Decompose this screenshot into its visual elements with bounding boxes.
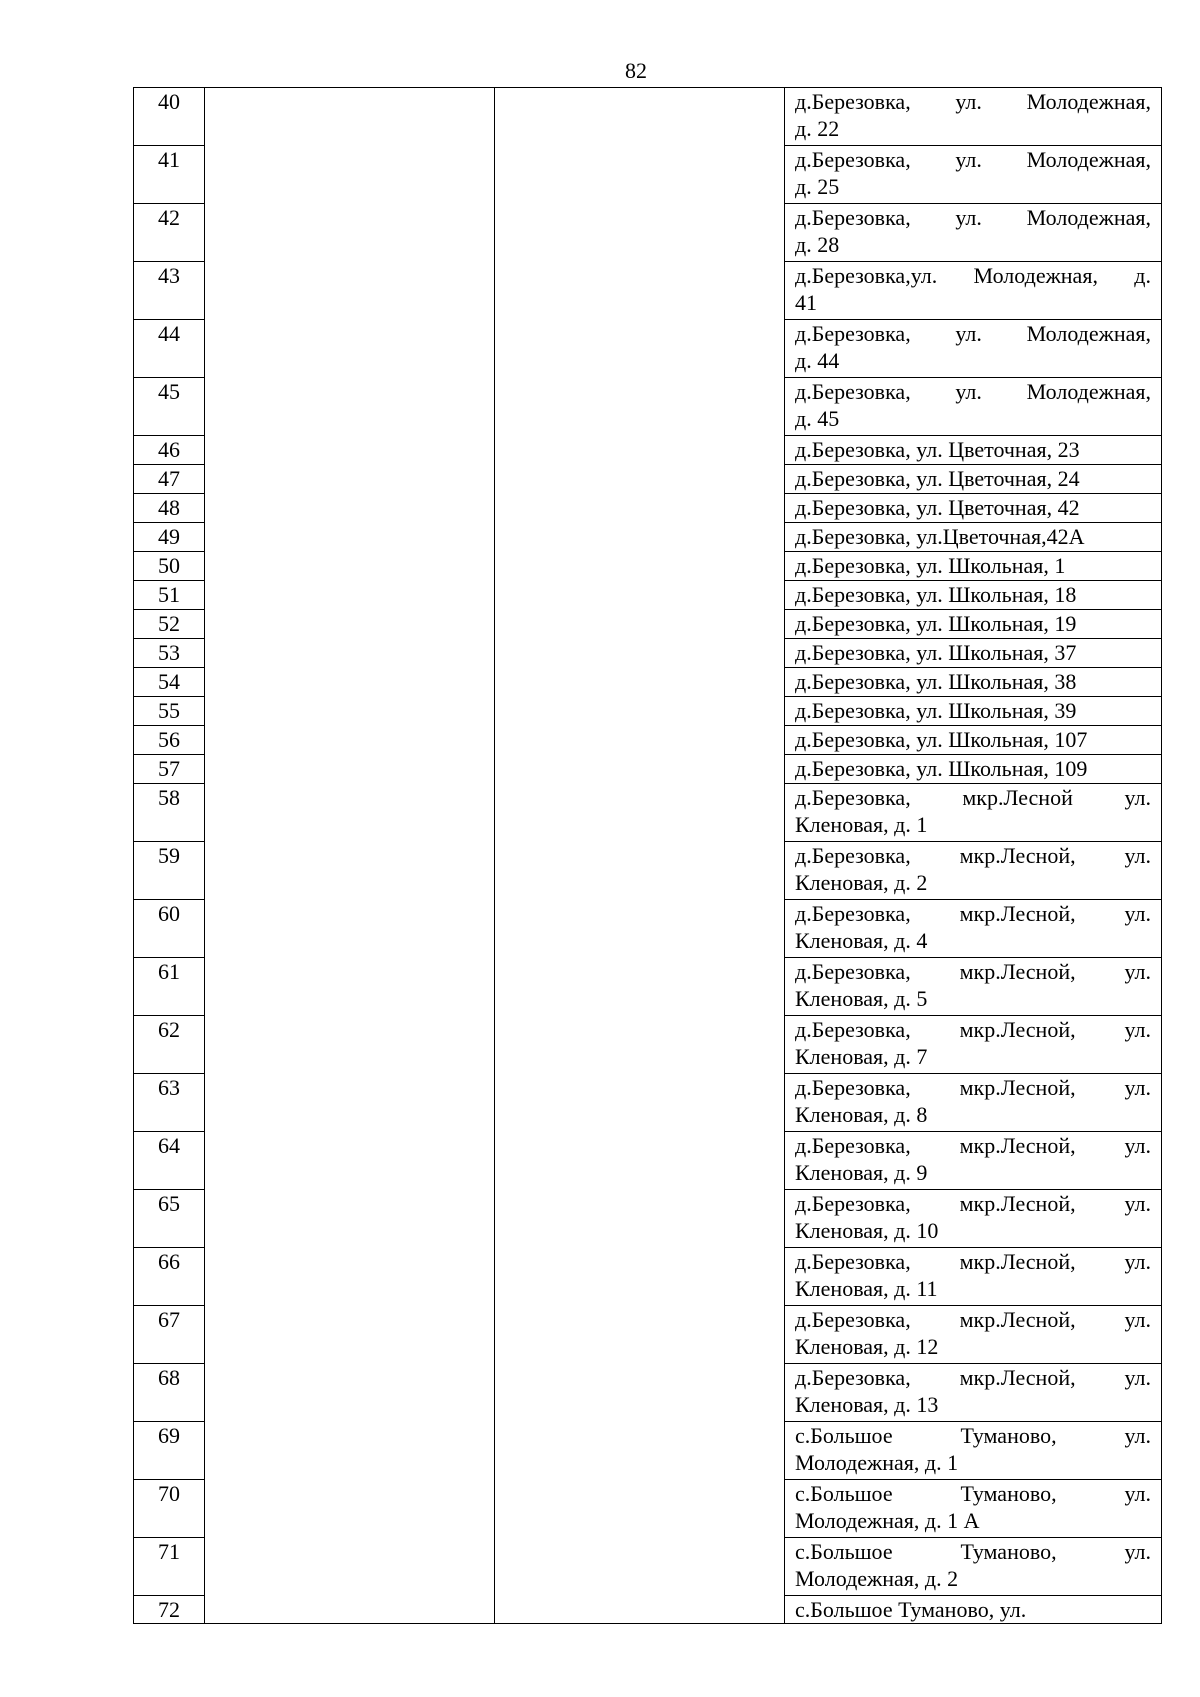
row-number-cell: 69 bbox=[134, 1422, 205, 1480]
row-number-cell: 50 bbox=[134, 552, 205, 581]
row-number-cell: 49 bbox=[134, 523, 205, 552]
address-cell bbox=[785, 639, 1162, 668]
row-number-cell: 64 bbox=[134, 1132, 205, 1190]
address-cell bbox=[785, 204, 1162, 262]
address-line-1: д.Березовка, ул. Школьная, 37 bbox=[795, 640, 1077, 665]
address-cell bbox=[785, 1306, 1162, 1364]
address-table bbox=[133, 87, 1162, 1624]
address-line-1: с.Большое Туманово, ул. bbox=[795, 1481, 1151, 1506]
address-line-1: д.Березовка,ул. Молодежная, д. bbox=[795, 263, 1151, 288]
address-cell bbox=[785, 1596, 1162, 1624]
address-line-1: с.Большое Туманово, ул. bbox=[795, 1423, 1151, 1448]
address-cell bbox=[785, 465, 1162, 494]
row-number-cell: 45 bbox=[134, 378, 205, 436]
address-cell bbox=[785, 88, 1162, 146]
address-line-2: Кленовая, д. 13 bbox=[795, 1392, 939, 1417]
address-line-1: д.Березовка, ул. Цветочная, 42 bbox=[795, 495, 1080, 520]
address-line-1: с.Большое Туманово, ул. bbox=[795, 1597, 1027, 1622]
address-cell bbox=[785, 755, 1162, 784]
address-line-2: д. 45 bbox=[795, 406, 840, 431]
address-cell bbox=[785, 262, 1162, 320]
address-line-1: д.Березовка, мкр.Лесной, ул. bbox=[795, 1307, 1151, 1332]
row-number-cell: 70 bbox=[134, 1480, 205, 1538]
row-number-cell: 53 bbox=[134, 639, 205, 668]
row-number-cell: 54 bbox=[134, 668, 205, 697]
address-cell bbox=[785, 1480, 1162, 1538]
row-number-cell: 46 bbox=[134, 436, 205, 465]
row-number-cell: 48 bbox=[134, 494, 205, 523]
address-line-1: д.Березовка, ул. Цветочная, 24 bbox=[795, 466, 1080, 491]
address-cell bbox=[785, 1422, 1162, 1480]
address-line-1: д.Березовка, мкр.Лесной, ул. bbox=[795, 901, 1151, 926]
address-cell bbox=[785, 1364, 1162, 1422]
row-number-cell: 67 bbox=[134, 1306, 205, 1364]
address-cell bbox=[785, 378, 1162, 436]
row-number-cell: 47 bbox=[134, 465, 205, 494]
address-line-2: Кленовая, д. 11 bbox=[795, 1276, 938, 1301]
address-line-2: 41 bbox=[795, 290, 817, 315]
address-line-1: д.Березовка, ул. Школьная, 107 bbox=[795, 727, 1088, 752]
row-number-cell: 71 bbox=[134, 1538, 205, 1596]
address-line-2: Кленовая, д. 9 bbox=[795, 1160, 928, 1185]
row-number-cell: 43 bbox=[134, 262, 205, 320]
address-line-2: Молодежная, д. 2 bbox=[795, 1566, 959, 1591]
address-line-2: д. 25 bbox=[795, 174, 840, 199]
address-line-1: д.Березовка, мкр.Лесной, ул. bbox=[795, 1133, 1151, 1158]
address-cell bbox=[785, 842, 1162, 900]
address-line-2: Молодежная, д. 1 bbox=[795, 1450, 959, 1475]
row-number-cell: 60 bbox=[134, 900, 205, 958]
address-cell bbox=[785, 1074, 1162, 1132]
row-number-cell: 68 bbox=[134, 1364, 205, 1422]
address-line-2: д. 28 bbox=[795, 232, 840, 257]
address-line-1: д.Березовка, ул. Школьная, 38 bbox=[795, 669, 1077, 694]
row-number-cell: 59 bbox=[134, 842, 205, 900]
address-cell bbox=[785, 958, 1162, 1016]
row-number-cell: 72 bbox=[134, 1596, 205, 1624]
row-number-cell: 57 bbox=[134, 755, 205, 784]
address-cell bbox=[785, 523, 1162, 552]
row-number-cell: 58 bbox=[134, 784, 205, 842]
address-cell bbox=[785, 494, 1162, 523]
address-cell bbox=[785, 668, 1162, 697]
address-line-1: д.Березовка, ул.Цветочная,42А bbox=[795, 524, 1085, 549]
address-cell bbox=[785, 320, 1162, 378]
row-number-cell: 42 bbox=[134, 204, 205, 262]
address-line-1: д.Березовка, мкр.Лесной ул. bbox=[795, 785, 1151, 810]
address-line-1: д.Березовка, ул. Молодежная, bbox=[795, 321, 1151, 346]
address-line-1: д.Березовка, ул. Молодежная, bbox=[795, 379, 1151, 404]
address-line-2: д. 22 bbox=[795, 116, 840, 141]
address-cell bbox=[785, 146, 1162, 204]
address-cell bbox=[785, 726, 1162, 755]
address-cell bbox=[785, 610, 1162, 639]
row-number-cell: 56 bbox=[134, 726, 205, 755]
address-line-1: д.Березовка, мкр.Лесной, ул. bbox=[795, 959, 1151, 984]
row-number-cell: 65 bbox=[134, 1190, 205, 1248]
address-cell bbox=[785, 900, 1162, 958]
address-line-1: д.Березовка, мкр.Лесной, ул. bbox=[795, 843, 1151, 868]
row-number-cell: 44 bbox=[134, 320, 205, 378]
address-line-1: д.Березовка, ул. Школьная, 19 bbox=[795, 611, 1077, 636]
address-line-1: д.Березовка, ул. Молодежная, bbox=[795, 205, 1151, 230]
address-cell bbox=[785, 1132, 1162, 1190]
address-cell bbox=[785, 581, 1162, 610]
row-number-cell: 61 bbox=[134, 958, 205, 1016]
address-table-body bbox=[134, 88, 1162, 1624]
address-line-1: д.Березовка, мкр.Лесной, ул. bbox=[795, 1075, 1151, 1100]
address-line-1: д.Березовка, мкр.Лесной, ул. bbox=[795, 1191, 1151, 1216]
address-line-2: Кленовая, д. 4 bbox=[795, 928, 928, 953]
row-number-cell: 40 bbox=[134, 88, 205, 146]
address-cell bbox=[785, 1248, 1162, 1306]
address-line-2: Кленовая, д. 12 bbox=[795, 1334, 939, 1359]
address-line-2: д. 44 bbox=[795, 348, 840, 373]
address-line-1: д.Березовка, ул. Школьная, 109 bbox=[795, 756, 1088, 781]
address-line-2: Молодежная, д. 1 А bbox=[795, 1508, 980, 1533]
row-number-cell: 63 bbox=[134, 1074, 205, 1132]
address-line-1: д.Березовка, ул. Молодежная, bbox=[795, 147, 1151, 172]
address-line-1: с.Большое Туманово, ул. bbox=[795, 1539, 1151, 1564]
address-line-1: д.Березовка, мкр.Лесной, ул. bbox=[795, 1249, 1151, 1274]
address-cell bbox=[785, 1538, 1162, 1596]
address-line-1: д.Березовка, мкр.Лесной, ул. bbox=[795, 1017, 1151, 1042]
empty-column-b bbox=[205, 88, 495, 1624]
table-row bbox=[134, 88, 1162, 146]
address-cell bbox=[785, 1190, 1162, 1248]
address-line-1: д.Березовка, мкр.Лесной, ул. bbox=[795, 1365, 1151, 1390]
row-number-cell: 55 bbox=[134, 697, 205, 726]
address-line-2: Кленовая, д. 10 bbox=[795, 1218, 939, 1243]
address-line-2: Кленовая, д. 8 bbox=[795, 1102, 928, 1127]
address-line-1: д.Березовка, ул. Молодежная, bbox=[795, 89, 1151, 114]
address-line-1: д.Березовка, ул. Школьная, 18 bbox=[795, 582, 1077, 607]
address-cell bbox=[785, 552, 1162, 581]
address-cell bbox=[785, 784, 1162, 842]
address-line-1: д.Березовка, ул. Цветочная, 23 bbox=[795, 437, 1080, 462]
address-line-2: Кленовая, д. 1 bbox=[795, 812, 928, 837]
address-cell bbox=[785, 436, 1162, 465]
address-line-1: д.Березовка, ул. Школьная, 1 bbox=[795, 553, 1066, 578]
address-cell bbox=[785, 1016, 1162, 1074]
address-line-1: д.Березовка, ул. Школьная, 39 bbox=[795, 698, 1077, 723]
address-line-2: Кленовая, д. 2 bbox=[795, 870, 928, 895]
page-number: 82 bbox=[625, 58, 647, 83]
empty-column-c bbox=[495, 88, 785, 1624]
row-number-cell: 62 bbox=[134, 1016, 205, 1074]
address-line-2: Кленовая, д. 5 bbox=[795, 986, 928, 1011]
row-number-cell: 51 bbox=[134, 581, 205, 610]
row-number-cell: 52 bbox=[134, 610, 205, 639]
row-number-cell: 41 bbox=[134, 146, 205, 204]
address-cell bbox=[785, 697, 1162, 726]
row-number-cell: 66 bbox=[134, 1248, 205, 1306]
address-line-2: Кленовая, д. 7 bbox=[795, 1044, 928, 1069]
